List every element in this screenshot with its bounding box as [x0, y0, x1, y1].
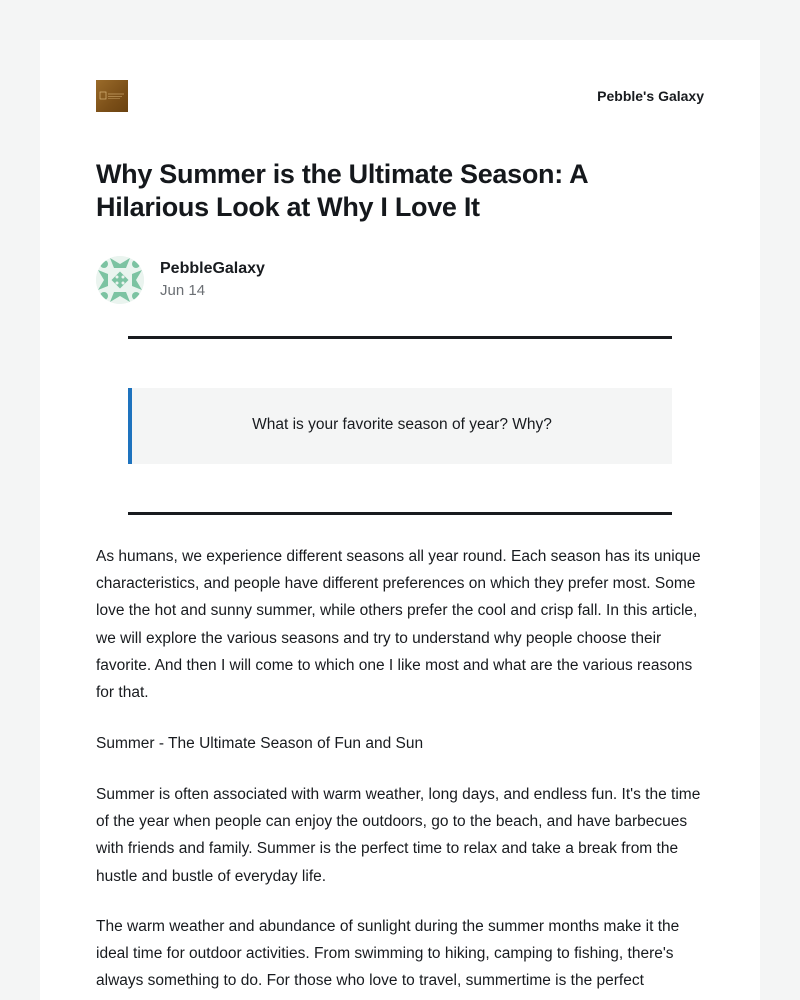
author-byline [96, 256, 496, 304]
pullquote-callout [128, 388, 672, 464]
divider-bottom [128, 512, 672, 515]
body-paragraph-summer: Summer is often associated with warm weather, long days, and endless fun. It's the time of the year when people can enjoy the outdoors, go to the beach, and have barbecues with friends and family. Summer is the perfect time to relax and take a break from the hustle and bustle of everyday life. [96, 786, 701, 885]
author-name-link[interactable]: PebbleGalaxy [160, 260, 265, 277]
identicon-graphic [96, 256, 144, 304]
body-paragraph-intro: As humans, we experience different seasons all year round. Each season has its unique characteristics, and people have different preferences on which they prefer most. Some love the hot and sunny summer, while others prefer the cool and crisp fall. In this article, we will explore the various seasons and try to understand why people choose their favorite. And then I will come to which one I like most and what are the various reasons for that. [96, 548, 701, 702]
divider-top [128, 336, 672, 339]
body-paragraph-outdoor: The warm weather and abundance of sunlight during the summer months make it the ideal time for outdoor activities. From swimming to hiking, camping to fishing, there's always something to do. For those who love to travel, summertime is the perfect [96, 918, 680, 990]
post-card [40, 40, 760, 1000]
publication-logo-icon[interactable] [96, 80, 128, 112]
post-title: Why Summer is the Ultimate Season: A Hilarious Look at Why I Love It [96, 159, 588, 222]
callout-text: What is your favorite season of year? Why? [252, 416, 552, 433]
post-date: Jun 14 [160, 282, 206, 299]
logo-mark [96, 80, 128, 112]
section-heading-summer: Summer - The Ultimate Season of Fun and Sun [96, 735, 424, 752]
site-header [96, 80, 704, 112]
author-avatar-icon[interactable] [96, 256, 144, 304]
site-name-link[interactable]: Pebble's Galaxy [597, 88, 704, 104]
